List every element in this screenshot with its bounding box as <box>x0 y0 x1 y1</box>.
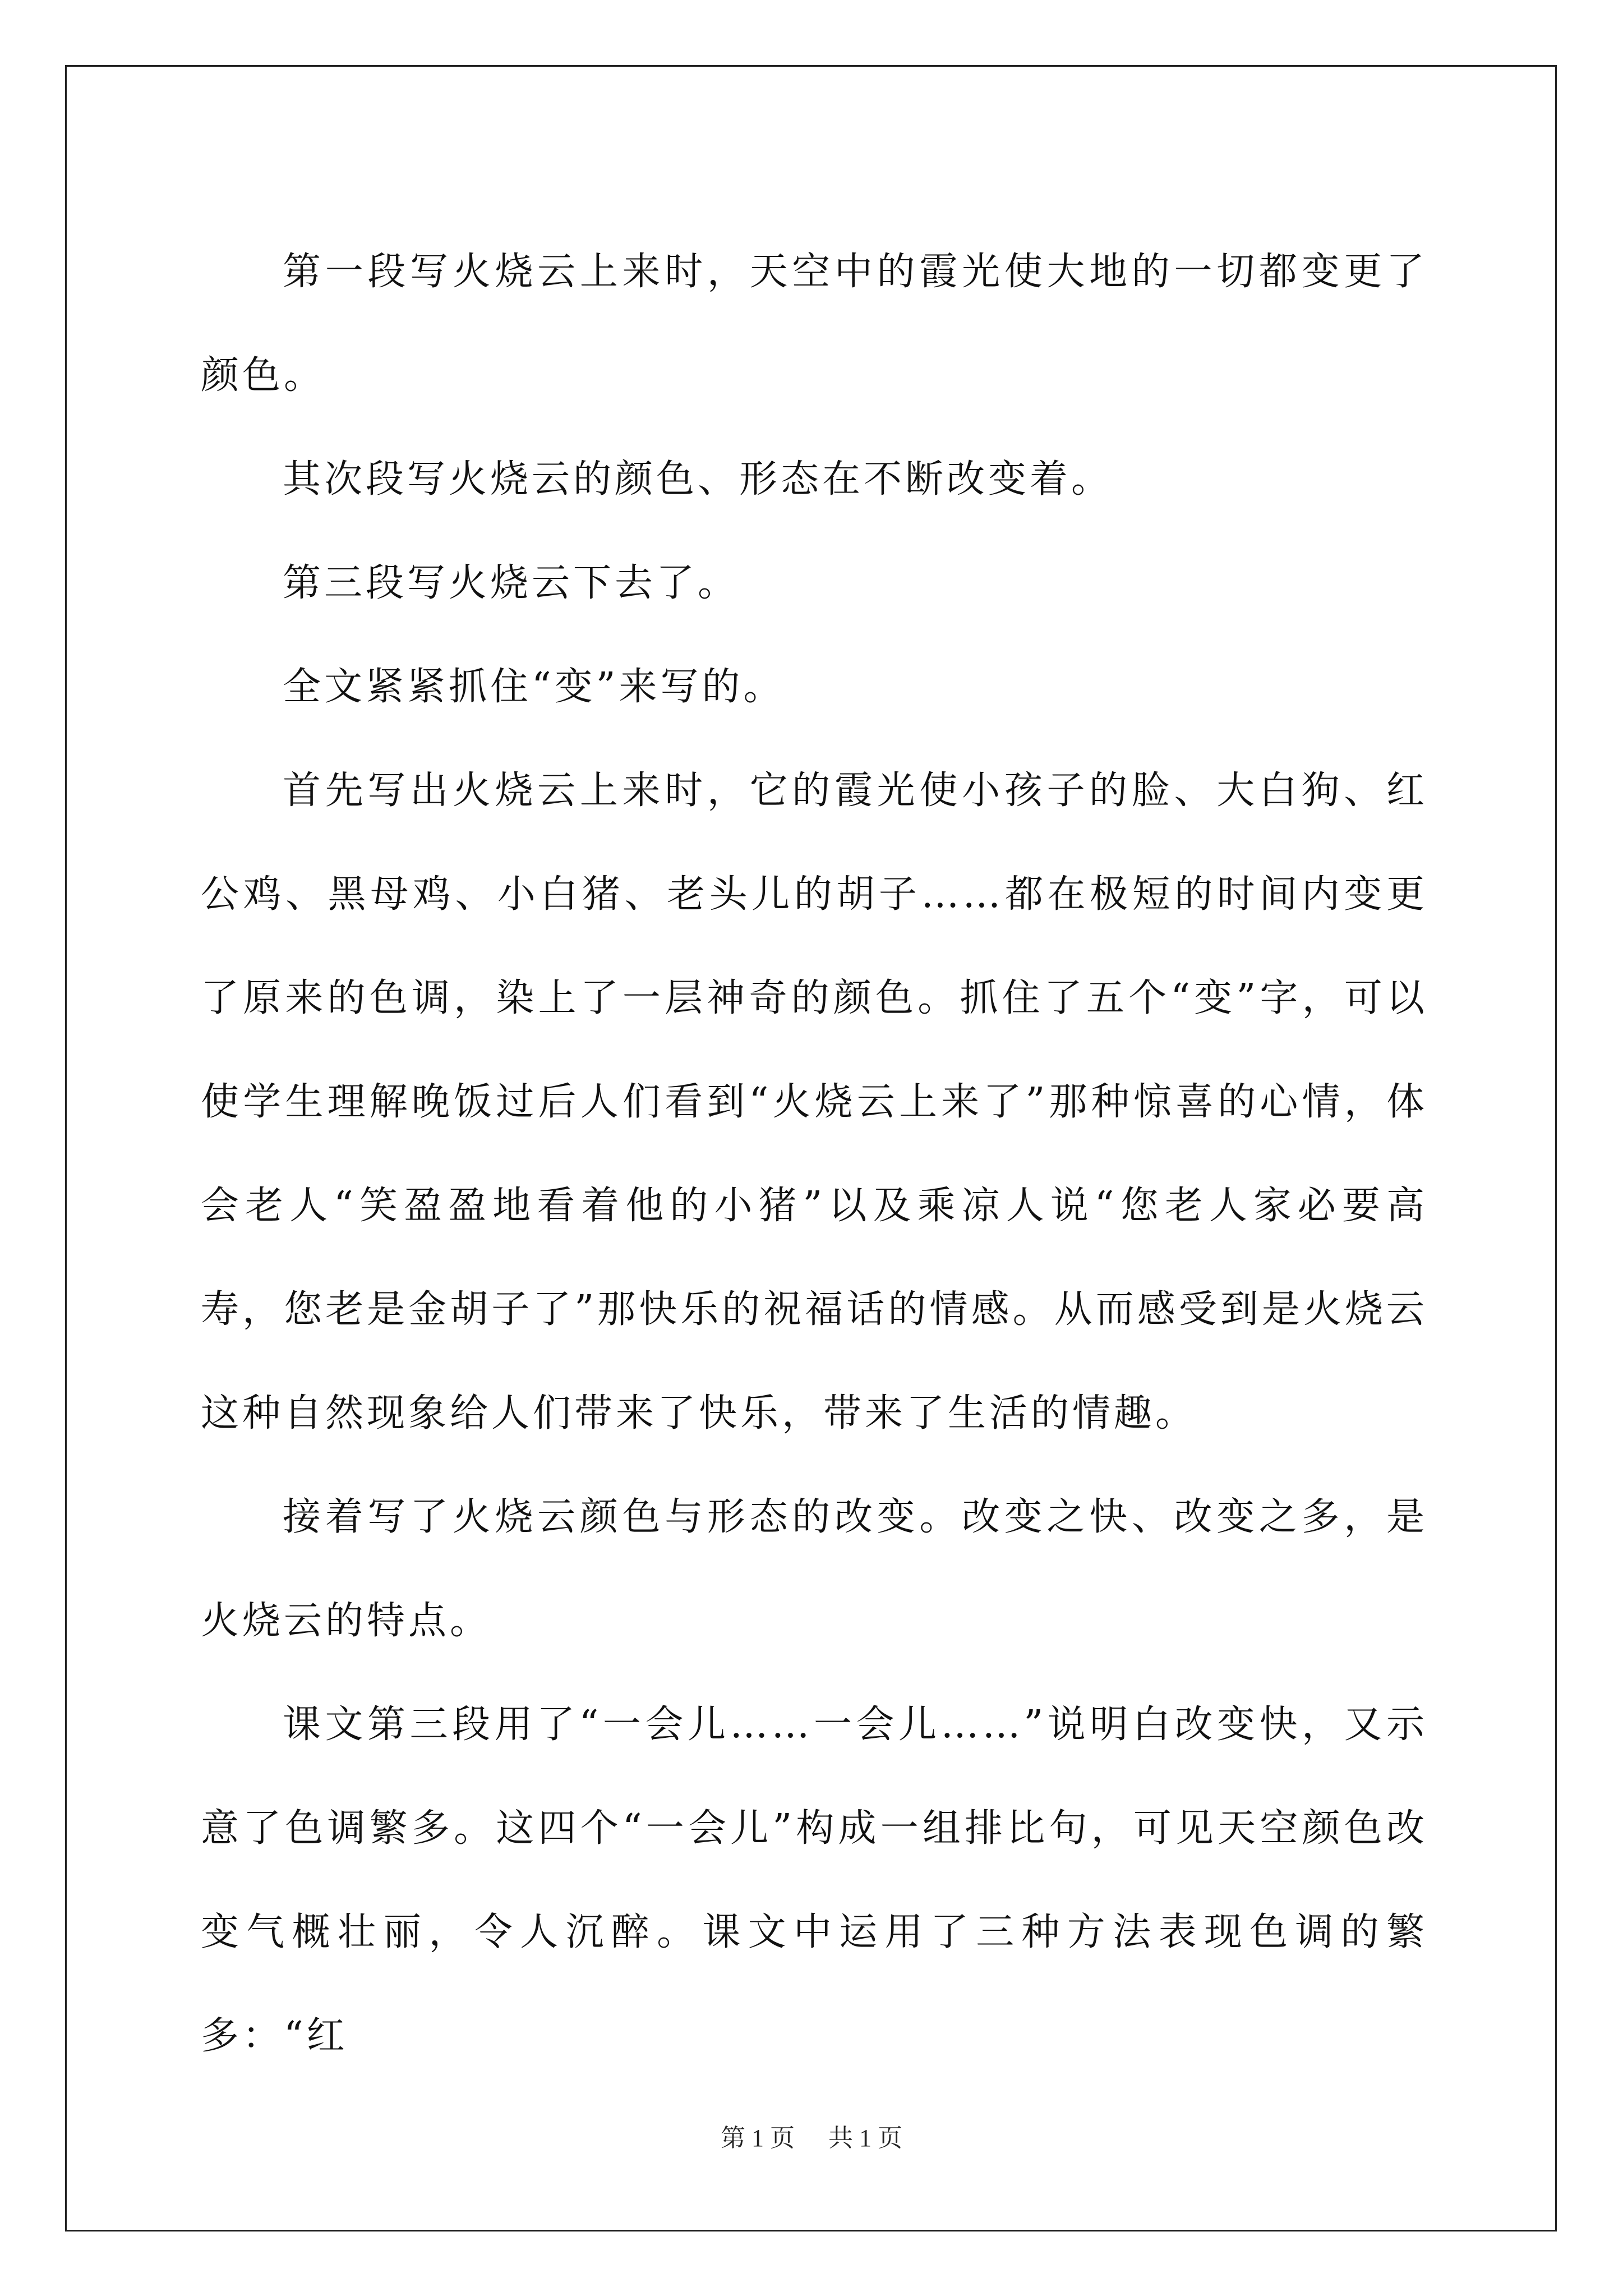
paragraph-5: 首先写出火烧云上来时，它的霞光使小孩子的脸、大白狗、红公鸡、黑母鸡、小白猪、老头儿的胡子……都在极短的时间内变更了原来的色调，染上了一层神奇的颜色。抓住了五个“变”字，可以使学生理解晚饭过后人们看到“火烧云上来了”那种惊喜的心情，体会老人“笑盈盈地看着他的小猪”以及乘凉人说“您老人家必要高寿，您老是金胡子了”那快乐的祝福话的情感。从而感受到是火烧云这种自然现象给人们带来了快乐，带来了生活的情趣。 <box>201 769 1428 1435</box>
paragraph-4: 全文紧紧抓住“变”来写的。 <box>283 665 785 709</box>
paragraph-3: 第三段写火烧云下去了。 <box>283 561 740 605</box>
page-footer <box>0 2122 1623 2155</box>
document-body <box>201 220 1428 2088</box>
paragraph-6: 接着写了火烧云颜色与形态的改变。改变之快、改变之多，是火烧云的特点。 <box>201 1495 1428 1643</box>
page-number: 第 1 页 <box>721 2124 795 2152</box>
page-total: 共 1 页 <box>828 2124 902 2152</box>
paragraph-7: 课文第三段用了“一会儿……一会儿……”说明白改变快，又示意了色调繁多。这四个“一会儿”构成一组排比句，可见天空颜色改变气概壮丽，令人沉醉。课文中运用了三种方法表现色调的繁多：“红 <box>201 1703 1428 2058</box>
paragraph-1: 第一段写火烧云上来时，天空中的霞光使大地的一切都变更了颜色。 <box>201 250 1428 398</box>
paragraph-2: 其次段写火烧云的颜色、形态在不断改变着。 <box>283 457 1113 501</box>
